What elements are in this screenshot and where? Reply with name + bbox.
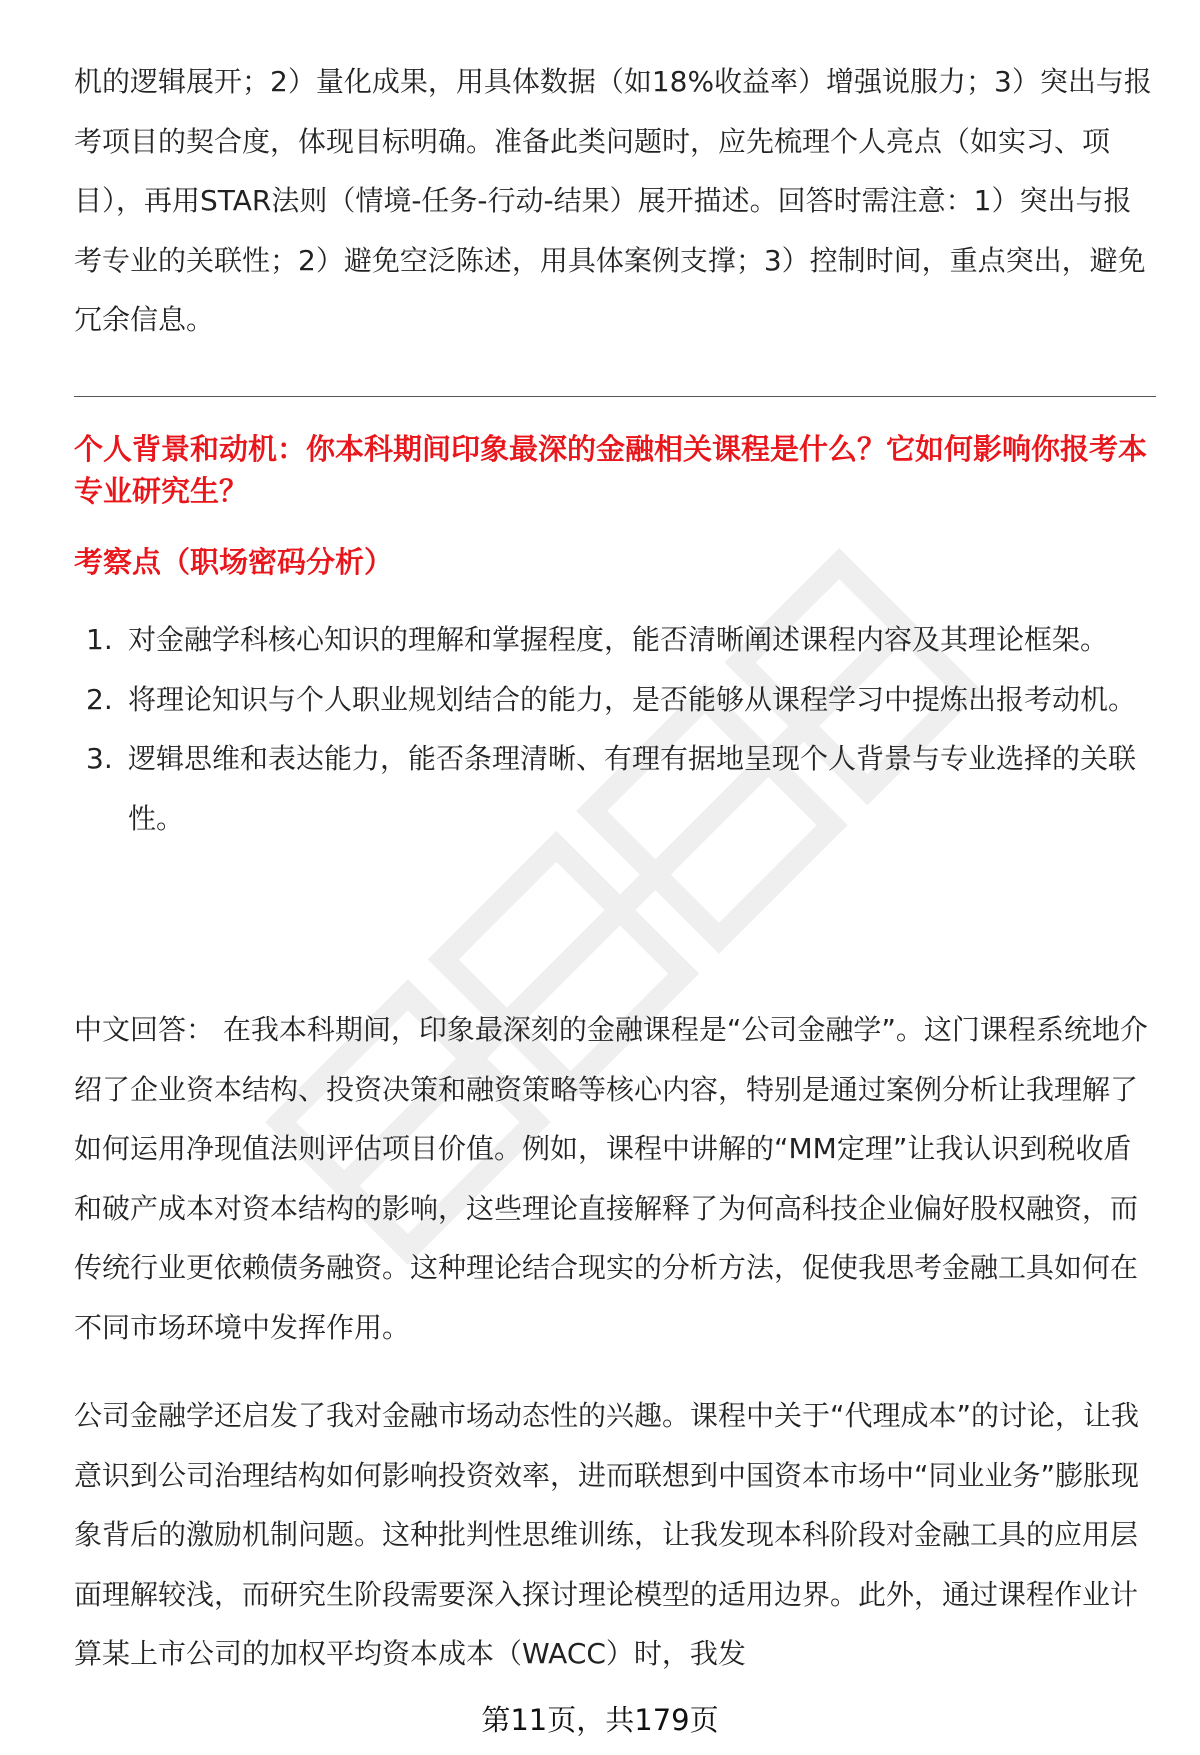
answer-paragraph-2: 公司金融学还启发了我对金融市场动态性的兴趣。课程中关于“代理成本”的讨论，让我意识到公司治理结构如何影响投资效率，进而联想到中国资本市场中“同业业务”膨胀现象背后的激励机制问题。这种批判性思维训练，让我发现本科阶段对金融工具的应用层面理解较浅，而研究生阶段需要深入探讨理论模型的适用边界。此外，通过课程作业计算某上市公司的加权平均资本成本（WACC）时，我发 — [74, 1399, 1140, 1670]
list-number: 1. — [86, 623, 113, 656]
focus-point — [74, 610, 1154, 670]
list-number: 2. — [86, 682, 113, 716]
intro-paragraph: 机的逻辑展开；2）量化成果，用具体数据（如18%收益率）增强说服力；3）突出与报考项目的契合度，体现目标明确。准备此类问题时，应先梳理个人亮点（如实习、项目），再用STAR法则（情境-任务-行动-结果）展开描述。回答时需注意：1）突出与报考专业的关联性；2）避免空泛陈述，用具体案例支撑；3）控制时间，重点突出，避免冗余信息。 — [74, 65, 1152, 336]
focus-point-text: 逻辑思维和表达能力，能否条理清晰、有理有据地呈现个人背景与专业选择的关联性。 — [128, 742, 1137, 835]
page-number-footer: 第11页，共179页 — [481, 1703, 719, 1737]
focus-points-list — [74, 610, 1154, 848]
focus-point — [74, 729, 1154, 848]
focus-point — [74, 670, 1154, 730]
focus-point-text: 将理论知识与个人职业规划结合的能力，是否能够从课程学习中提炼出报考动机。 — [128, 682, 1137, 716]
section-divider — [74, 396, 1156, 397]
list-number: 3. — [86, 742, 113, 775]
intro-section — [74, 52, 1154, 350]
question-title: 个人背景和动机：你本科期间印象最深的金融相关课程是什么？它如何影响你报考本专业研究生？ — [74, 432, 1148, 508]
answer-paragraph-1: 中文回答： 在我本科期间，印象最深刻的金融课程是“公司金融学”。这门课程系统地介绍了企业资本结构、投资决策和融资策略等核心内容，特别是通过案例分析让我理解了如何运用净现值法则评估项目价值。例如，课程中讲解的“MM定理”让我认识到税收盾和破产成本对资本结构的影响，这些理论直接解释了为何高科技企业偏好股权融资，而传统行业更依赖债务融资。这种理论结合现实的分析方法，促使我思考金融工具如何在不同市场环境中发挥作用。 — [74, 1013, 1148, 1344]
focus-heading: 考察点（职场密码分析） — [74, 545, 394, 579]
focus-point-text: 对金融学科核心知识的理解和掌握程度，能否清晰阐述课程内容及其理论框架。 — [128, 623, 1109, 656]
